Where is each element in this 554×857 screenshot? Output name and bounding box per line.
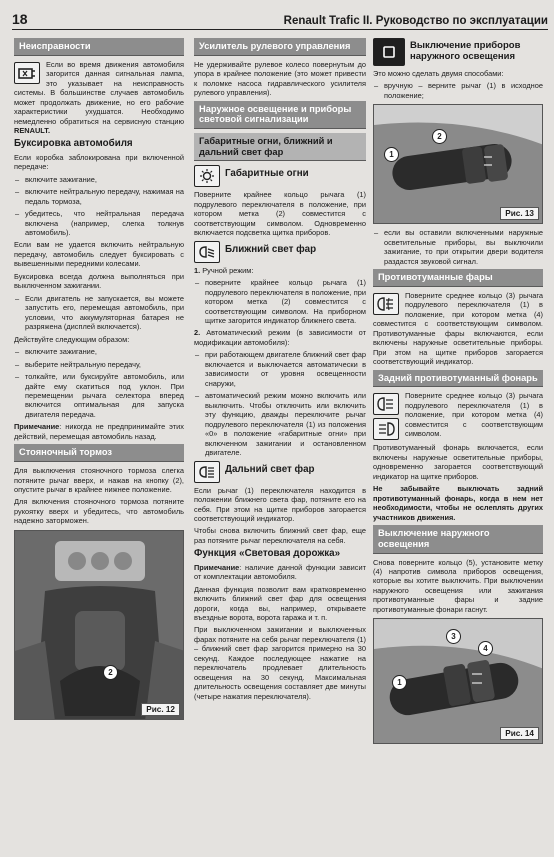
parking-paragraph-2: Для включения стояночного тормоза потяните рукоятку вверх и убедитесь, что автомобиль надежно заторможен.	[14, 497, 184, 526]
list-item: – убедитесь, что нейтральная передача включена (например, слегка толкнув автомобиль).	[14, 209, 184, 237]
tow-remark: : никогда не предпринимайте этих действий, перемещая автомобиль назад.	[14, 422, 184, 441]
figure-13-photo	[373, 104, 543, 224]
side-lights-title: Габаритные огни	[225, 168, 309, 180]
tow-title: Буксировка автомобиля	[14, 138, 133, 150]
parking-paragraph-1: Для выключения стояночного тормоза слегка потяните рычаг вверх, и нажав на кнопку (2), опустите рычаг в крайнее нижнее положение.	[14, 466, 184, 494]
list-item: – автоматический режим можно включить или выключить. Чтобы отключить или включить эту функцию, дважды переключите рычаг подрулевого переключателя (1) из положения «0» в положение «габаритные огни» при включенном зажигании и остановленном двигателе.	[194, 391, 366, 457]
main-beam-paragraph-2: Чтобы снова включить ближний свет фар, еще раз потяните рычаг переключателя на себя.	[194, 526, 366, 545]
rear-fog-warning: Не забывайте выключать задний противотуманный фонарь, когда в нем нет необходимости, чтобы не ослеплять других участников движения.	[373, 484, 543, 522]
figure-13-callout-1: 1	[384, 147, 399, 162]
faults-brand: RENAULT.	[14, 125, 50, 135]
front-fog-icon	[373, 393, 399, 415]
page-number: 18	[12, 11, 28, 27]
dipped-manual-item: – поверните крайнее кольцо рычага (1) подрулевого переключателя в положение, при котором метка (2) совместится с соответствующим символом. На приборном щитке загорится индикатор ближнего света.	[194, 278, 366, 325]
tow-paragraph-1: Если вам не удается включить нейтральную передачу, автомобиль следует буксировать с вывешенными передними колесами.	[14, 240, 184, 269]
dipped-manual: Ручной режим:	[202, 265, 254, 275]
figure-13-callout-2: 2	[432, 129, 447, 144]
list-item: – включите нейтральную передачу, нажимая на педаль тормоза,	[14, 187, 184, 206]
figure-12-photo	[14, 530, 184, 720]
figure-14-photo	[373, 618, 543, 744]
parking-brake-illustration	[15, 531, 184, 720]
steering-text: Не удерживайте рулевое колесо повернутым до упора в крайнее положение (это может привести к поломке насоса гидравлического усилителя рулевого управления).	[194, 59, 366, 98]
main-beam-icon	[194, 461, 220, 483]
tow-paragraph-3: Действуйте следующим образом:	[14, 334, 130, 344]
light-path-title: Функция «Световая дорожка»	[194, 548, 341, 560]
tow-remark-label: Примечание	[14, 422, 60, 432]
dipped-beam-title: Ближний свет фар	[225, 243, 317, 255]
dipped-auto: Автоматический режим (в зависимости от модификации автомобиля):	[194, 328, 367, 347]
dipped-beam-icon	[194, 241, 220, 263]
faults-text: Если во время движения автомобиля загорится данная сигнальная лампа, это указывает на неисправность системы. В большинстве случаев автомобиль может продолжать движение, но его рабочие характеристики ухудшатся. Необходимо немедленно обратиться на сервисную станцию	[14, 59, 184, 126]
light-path-remark: : наличие данной функции зависит от комплектации автомобиля.	[194, 562, 366, 582]
side-light-icon	[194, 165, 220, 187]
light-path-remark-label: Примечание	[194, 562, 240, 572]
steering-heading: Усилитель рулевого управления	[194, 38, 366, 56]
gearbox-warning-icon	[14, 62, 40, 84]
lights-off-item-1: – вручную – верните рычаг (1) в исходное положение;	[373, 81, 543, 100]
rear-fog-icon	[373, 418, 399, 440]
tow-note: – Если двигатель не запускается, вы можете запустить его, перемещая автомобиль, при условии, что аккумуляторная батарея не разряжена (дисплей включается).	[14, 294, 184, 332]
column-2: Усилитель рулевого управления Не удерживайте рулевое колесо повернутым до упора в крайнее положение (это может привести к поломке насоса гидравлического усилителя рулевого управления). Наружное освещение и приборы световой сигнализации Габаритные огни, ближний и дальний свет фар Габаритные огни Поверните крайнее кольцо рычага (1) подрулевого переключателя в положение, при котором метка (2) совместится с соответствующим символом. Одновременно включается подсветка щитка приборов. Ближний свет фар 1. Ручной режим: – поверните крайнее кольцо рычага (1) подрулевого переключателя в положение, при котором метка (2) совместится с соответствующим символом. На приборном щитке загорится индикатор ближнего света. 2. Автоматический режим (в зависимости от модификации автомобиля): – при работающем двигателе ближний свет фар включается и выключается автоматически в зависимости от уровня освещенности снаружи, – автоматический режим можно включить или выключить. Чтобы отключить или включить эту функцию, дважды переключите рычаг подрулевого переключателя (1) из положения «0» в положение «габаритные огни» при включенном зажигании и остановленном двигателе. Дальний свет фар Если рычаг (1) переключателя находится в положении ближнего света фар, потяните его на себя. При этом на щитке приборов загорается соответствующий индикатор. Чтобы снова включить ближний свет фар, еще раз потяните рычаг переключателя на себя. Функция «Световая дорожка» Примечание: наличие данной функции зависит от комплектации автомобиля. Данная функция позволит вам кратковременно включить ближний свет фар для освещения дороги, когда вы, например, открываете въездные ворота, ворота гаража и т. п. При выключенном зажигании и выключенных фарах потяните на себя рычаг переключателя (1) – ближний свет фар загорится примерно на 30 секунд. Каждое последующее нажатие на переключатель продлевает длительность освещения на 30 секунд. Максимальная длительность освещения составляет две минуты (четыре нажатия переключателя).	[194, 38, 366, 704]
faults-heading: Неисправности	[14, 38, 184, 56]
lighting-heading: Наружное освещение и приборы световой сигнализации	[194, 101, 366, 129]
page-header	[12, 8, 548, 30]
tow-steps-2	[14, 347, 184, 419]
rear-fog-heading: Задний противотуманный фонарь	[373, 370, 543, 388]
fog-lights-heading: Противотуманные фары	[373, 269, 543, 287]
figure-14-label: Рис. 14	[500, 727, 539, 740]
lights-off-item-2: – если вы оставили включенными наружные осветительные приборы, вы выключили зажигание, то при открытии двери водителя раздастся звуковой сигнал.	[373, 228, 543, 266]
light-path-paragraph-1: Данная функция позволит вам кратковременно включить ближний свет фар для освещения дороги, когда вы, например, открываете въездные ворота, ворота гаража и т. п.	[194, 584, 366, 622]
list-item: – включите зажигание,	[14, 175, 184, 184]
list-item: – при работающем двигателе ближний свет фар включается и выключается автоматически в зависимости от уровня освещенности снаружи,	[194, 350, 366, 388]
light-path-paragraph-2: При выключенном зажигании и выключенных фарах потяните на себя рычаг переключателя (1) – ближний свет фар загорится примерно на 30 секунд. Каждое последующее нажатие на переключатель продлевает длительность освещения на 30 секунд. Максимальная длительность освещения составляет две минуты (четыре нажатия переключателя).	[194, 625, 366, 701]
figure-12-label: Рис. 12	[141, 703, 180, 716]
lights-off-title: Выключение приборов наружного освещения	[410, 40, 521, 62]
tow-steps	[14, 175, 184, 238]
lighting-subheading: Габаритные огни, ближний и дальний свет фар	[194, 133, 366, 161]
tow-intro: Если коробка заблокирована при включенной передаче:	[14, 152, 184, 172]
figure-14-callout-3: 3	[446, 629, 461, 644]
exterior-off-text: Снова поверните кольцо (5), установите метку (4) напротив символа приборов освещения, которые вы хотите выключить. При выключении наружного освещения или зажигания противотуманные фары и задние противотуманные фонари гаснут.	[373, 557, 543, 614]
rear-fog-paragraph-2: Противотуманный фонарь включается, если включены наружные осветительные приборы, одновременно загорается соответствующий индикатор на щитке приборов.	[373, 443, 543, 481]
tow-paragraph-2: Буксировка всегда должна выполняться при выключенном зажигании.	[14, 271, 184, 291]
lights-off-intro: Это можно сделать двумя способами:	[373, 69, 504, 78]
parking-brake-heading: Стояночный тормоз	[14, 444, 184, 462]
exterior-off-heading: Выключение наружного освещения	[373, 525, 543, 553]
lights-off-icon	[373, 38, 405, 66]
main-beam-paragraph-1: Если рычаг (1) переключателя находится в положении ближнего света фар, потяните его на себя. При этом на щитке приборов загорается соответствующий индикатор.	[194, 485, 366, 523]
main-beam-title: Дальний свет фар	[225, 463, 315, 475]
column-3	[373, 38, 543, 748]
fog-lights-text: Поверните среднее кольцо (3) рычага подрулевого переключателя (1) в положение, при котором метка (4) совместится с соответствующим символом. Противотуманные фары включаются, если включены наружные осветительные приборы. При этом на щитке приборов загорается соответствующий индикатор.	[373, 290, 543, 367]
rear-fog-text: Поверните среднее кольцо (3) рычага подрулевого переключателя (1) в положение, при котором метка (4) совместится с соответствующим символом.	[405, 391, 543, 439]
figure-14-callout-1: 1	[392, 675, 407, 690]
figure-14-callout-4: 4	[478, 641, 493, 656]
figure-12-callout: 2	[103, 665, 118, 680]
list-item: – включите зажигание,	[14, 347, 184, 356]
list-item: – выберите нейтральную передачу,	[14, 360, 184, 369]
figure-13-label: Рис. 13	[500, 207, 539, 220]
side-lights-text: Поверните крайнее кольцо рычага (1) подрулевого переключателя в положение, при котором метка (2) совместится с соответствующим символом. Одновременно включается подсветка щитка приборов.	[194, 190, 366, 238]
front-fog-icon	[373, 293, 399, 315]
list-item: – толкайте, или буксируйте автомобиль, или дайте ему скатиться под уклон. При перемещении рычага селектора вперед включится оптимальная для запуска двигателя передача.	[14, 372, 184, 419]
column-1	[14, 38, 184, 724]
book-title: Renault Trafic II. Руководство по эксплуатации	[283, 15, 548, 27]
